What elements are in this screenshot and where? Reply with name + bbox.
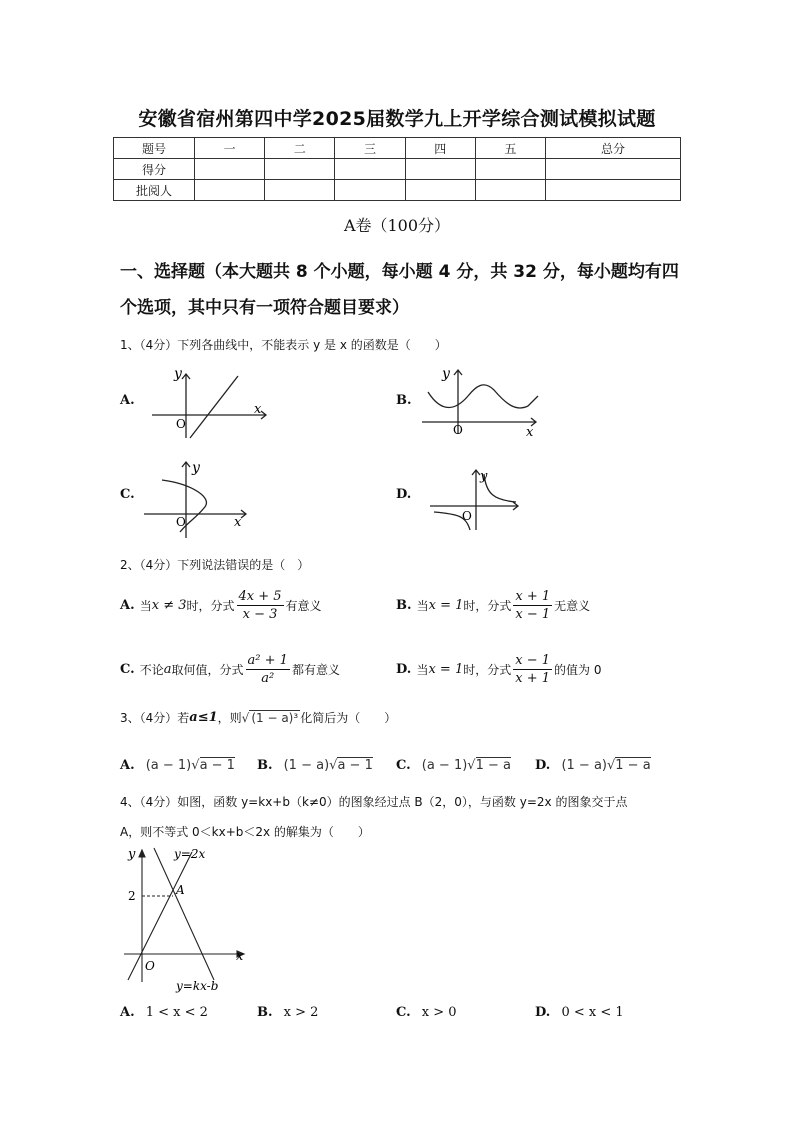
- q4-graph-tick-2: 2: [128, 889, 136, 903]
- q1b-axis-y: y: [442, 366, 450, 382]
- q2c-den: a²: [261, 671, 275, 686]
- score-cell[interactable]: [546, 159, 681, 180]
- q1a-axis-x: x: [254, 402, 262, 417]
- q3-radical: √ (1 − a)³: [241, 710, 299, 725]
- q1-graph-d: [428, 466, 524, 534]
- score-table-header-row: [114, 138, 681, 159]
- q4-line2: A，则不等式 0＜kx+b＜2x 的解集为（ ）: [120, 825, 370, 839]
- q1-option-d-label: D.: [396, 487, 412, 502]
- q1b-origin: O: [453, 423, 463, 437]
- q2b-num: x + 1: [515, 589, 551, 604]
- score-cell[interactable]: [265, 180, 335, 201]
- q2-option-d: [396, 652, 601, 687]
- q4-graph-x-label: x: [236, 949, 244, 964]
- score-cell[interactable]: [546, 180, 681, 201]
- q2b-label: B.: [396, 598, 412, 613]
- q1c-axis-x: x: [234, 515, 242, 530]
- score-cell[interactable]: [195, 180, 265, 201]
- score-cell[interactable]: [265, 159, 335, 180]
- score-table-cell: 四: [405, 138, 475, 159]
- part1-heading: 一、选择题（本大题共 8 个小题，每小题 4 分，共 32 分，每小题均有四个选项，其中只有一项符合题目要求）: [120, 262, 679, 318]
- q4c-label: C.: [396, 1005, 411, 1020]
- q4-graph-y-label: y: [128, 847, 136, 862]
- q1c-axis-y: y: [192, 460, 200, 476]
- q1-option-b-label: B.: [396, 393, 412, 408]
- q1d-origin: O: [462, 509, 472, 523]
- q3-stem-mid: ，则: [217, 711, 242, 725]
- q1-option-a-label: A.: [120, 393, 135, 408]
- q2b-post: 无意义: [554, 599, 591, 613]
- q3a-label: A.: [120, 758, 135, 773]
- q1b-axis-x: x: [526, 425, 534, 438]
- q2d-cond: x = 1: [428, 662, 464, 677]
- score-table-row-label: 批阅人: [114, 180, 195, 201]
- q2b-cond: x = 1: [428, 598, 464, 613]
- q2a-den: x − 3: [242, 607, 278, 622]
- q3-stem: [120, 709, 396, 726]
- q3b-label: B.: [257, 758, 273, 773]
- q2d-fraction: [513, 652, 552, 687]
- q1-graph-c: [142, 456, 252, 540]
- score-cell[interactable]: [405, 180, 475, 201]
- score-table: [113, 137, 681, 201]
- q4-graph-origin: O: [145, 959, 155, 973]
- score-cell[interactable]: [475, 159, 545, 180]
- score-table-row: [114, 159, 681, 180]
- q4-option-c: [396, 1001, 457, 1020]
- q2d-label: D.: [396, 662, 412, 677]
- q4a-text: 1 < x < 2: [145, 1005, 208, 1020]
- q2b-den: x − 1: [515, 607, 551, 622]
- q2-stem: 2、（4分）下列说法错误的是（ ）: [120, 558, 310, 572]
- score-cell[interactable]: [475, 180, 545, 201]
- q2d-den: x + 1: [515, 671, 550, 686]
- q3-stem-post: 化简后为（ ）: [300, 711, 397, 725]
- q3-stem-pre: 3、（4分）若: [120, 711, 190, 725]
- score-cell[interactable]: [335, 180, 405, 201]
- q2c-num: a² + 1: [247, 653, 288, 668]
- q3d-coef: (1 − a): [561, 758, 607, 773]
- q2a-num: 4x + 5: [238, 589, 282, 604]
- q4-graph-line-top: y=2x: [174, 847, 206, 861]
- score-table-cell: 题号: [114, 138, 195, 159]
- q1-option-c-label: C.: [120, 487, 135, 502]
- q2b-mid: 时，分式: [463, 599, 512, 613]
- q3a-coef: (a − 1): [145, 758, 192, 773]
- score-table-cell: 总分: [546, 138, 681, 159]
- q3b-rad: a − 1: [337, 758, 373, 773]
- q4d-label: D.: [535, 1005, 551, 1020]
- q2a-pre: 当: [139, 599, 152, 613]
- q4-line1: 4、（4分）如图，函数 y=kx+b（k≠0）的图象经过点 B（2，0），与函数 y=2x 的图象交于点: [120, 795, 628, 809]
- score-cell[interactable]: [405, 159, 475, 180]
- page-title: 安徽省宿州第四中学2025届数学九上开学综合测试模拟试题: [138, 108, 656, 130]
- q2a-fraction: [237, 588, 284, 623]
- q2c-post: 都有意义: [291, 663, 340, 677]
- score-table-cell: 三: [335, 138, 405, 159]
- q2d-pre: 当: [416, 663, 429, 677]
- q1a-axis-y: y: [174, 368, 182, 382]
- q4-graph-point-a: A: [176, 883, 185, 897]
- q2-option-b: [396, 588, 590, 623]
- score-table-cell: 二: [265, 138, 335, 159]
- score-cell[interactable]: [335, 159, 405, 180]
- q2c-mid: 取何值，分式: [171, 663, 244, 677]
- q2-option-c: [120, 652, 340, 687]
- score-table-row: [114, 180, 681, 201]
- q2d-num: x − 1: [515, 653, 550, 668]
- q2b-fraction: [513, 588, 552, 623]
- q3-stem-cond: a≤1: [189, 710, 218, 725]
- q2c-label: C.: [120, 662, 135, 677]
- q1a-origin: O: [176, 417, 186, 431]
- q1-graph-a: [148, 368, 276, 440]
- q1d-axis-y: y: [480, 469, 488, 484]
- q4a-label: A.: [120, 1005, 135, 1020]
- score-cell[interactable]: [195, 159, 265, 180]
- q4-graph-line-bottom: y=kx-b: [176, 979, 219, 993]
- q2-option-a: [120, 588, 322, 623]
- q2a-post: 有意义: [285, 599, 322, 613]
- q3-radicand: (1 − a)³: [251, 710, 299, 725]
- q3-option-d: D. (1 − a)√1 − a: [535, 758, 651, 773]
- q2d-mid: 时，分式: [463, 663, 512, 677]
- q3c-coef: (a − 1): [421, 758, 468, 773]
- q4c-text: x > 0: [421, 1005, 457, 1020]
- q2a-cond: x ≠ 3: [151, 598, 187, 613]
- q4-option-a: [120, 1001, 208, 1020]
- q3-option-c: C. (a − 1)√1 − a: [396, 758, 511, 773]
- q1c-origin: O: [176, 515, 186, 529]
- score-table-cell: 一: [195, 138, 265, 159]
- score-table-row-label: 得分: [114, 159, 195, 180]
- q3d-label: D.: [535, 758, 551, 773]
- q4-option-d: [535, 1001, 624, 1020]
- q3c-rad: 1 − a: [475, 758, 511, 773]
- q2a-mid: 时，分式: [186, 599, 235, 613]
- q2c-cond: a: [163, 662, 172, 677]
- q2b-pre: 当: [416, 599, 429, 613]
- q3d-rad: 1 − a: [615, 758, 651, 773]
- q4-graph: [118, 842, 258, 996]
- score-table-cell: 五: [475, 138, 545, 159]
- q4b-label: B.: [257, 1005, 273, 1020]
- q4b-text: x > 2: [283, 1005, 319, 1020]
- q3c-label: C.: [396, 758, 411, 773]
- q2d-post: 的值为 0: [554, 663, 602, 677]
- q2c-fraction: [246, 652, 290, 687]
- q3a-rad: a − 1: [199, 758, 235, 773]
- q4d-text: 0 < x < 1: [561, 1005, 624, 1020]
- q2a-label: A.: [120, 598, 135, 613]
- q1-stem: 1、（4分）下列各曲线中，不能表示 y 是 x 的函数是（ ）: [120, 338, 447, 352]
- q3-option-a: A. (a − 1)√a − 1: [120, 758, 235, 773]
- q2c-pre: 不论: [139, 663, 164, 677]
- q1-graph-b: [420, 366, 544, 438]
- q3-option-b: B. (1 − a)√a − 1: [257, 758, 373, 773]
- q3b-coef: (1 − a): [283, 758, 330, 773]
- q4-option-b: [257, 1001, 318, 1020]
- section-a-heading: A卷（100分）: [343, 216, 451, 235]
